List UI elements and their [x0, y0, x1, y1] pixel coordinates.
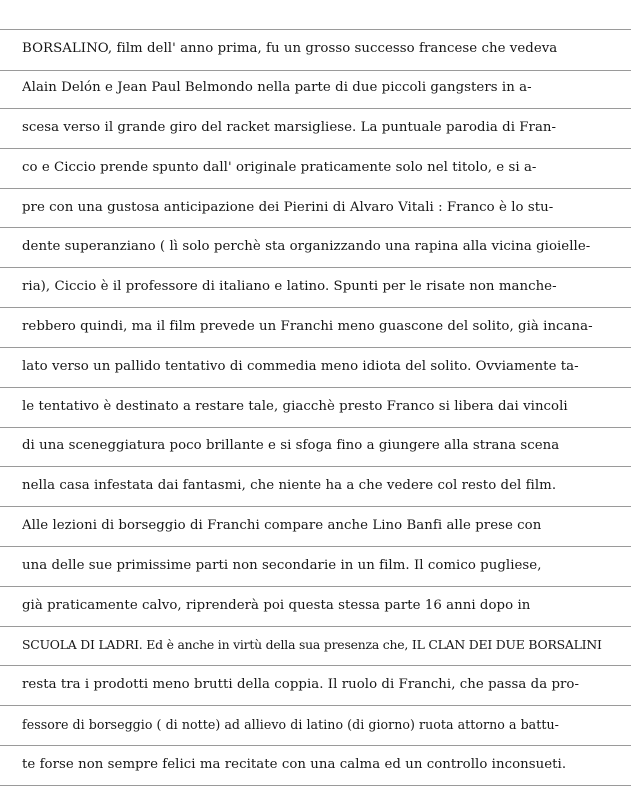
ruled-line — [0, 347, 631, 348]
text-line-2: Alain Delón e Jean Paul Belmondo nella parte di due piccoli gangsters in a- — [22, 80, 532, 95]
text-line-12: nella casa infestata dai fantasmi, che niente ha a che vedere col resto del film. — [22, 478, 557, 493]
ruled-line — [0, 546, 631, 547]
text-line-6: dente superanziano ( lì solo perchè sta organizzando una rapina alla vicina gioielle- — [22, 239, 591, 254]
ruled-line — [0, 745, 631, 746]
text-line-17: resta tra i prodotti meno brutti della coppia. Il ruolo di Franchi, che passa da pro- — [22, 677, 580, 692]
ruled-line — [0, 307, 631, 308]
ruled-line — [0, 506, 631, 507]
ruled-line — [0, 387, 631, 388]
text-line-8: rebbero quindi, ma il film prevede un Franchi meno guascone del solito, già incana- — [22, 319, 593, 334]
text-line-19: te forse non sempre felici ma recitate con una calma ed un controllo inconsueti. — [22, 757, 567, 772]
text-line-13: Alle lezioni di borseggio di Franchi compare anche Lino Banfi alle prese con — [22, 518, 542, 533]
ruled-line — [0, 108, 631, 109]
ruled-line — [0, 188, 631, 189]
ruled-line — [0, 29, 631, 30]
ruled-line — [0, 626, 631, 627]
text-line-11: di una sceneggiatura poco brillante e si sfoga fino a giungere alla strana scena — [22, 438, 560, 453]
text-line-3: scesa verso il grande giro del racket marsigliese. La puntuale parodia di Fran- — [22, 120, 557, 135]
text-line-9: lato verso un pallido tentativo di commedia meno idiota del solito. Ovviamente ta- — [22, 359, 579, 374]
ruled-line — [0, 665, 631, 666]
text-line-15: già praticamente calvo, riprenderà poi questa stessa parte 16 anni dopo in — [22, 598, 531, 613]
text-line-5: pre con una gustosa anticipazione dei Pierini di Alvaro Vitali : Franco è lo stu- — [22, 200, 554, 215]
ruled-line — [0, 227, 631, 228]
text-line-4: co e Ciccio prende spunto dall' originale praticamente solo nel titolo, e si a- — [22, 160, 537, 175]
ruled-line — [0, 148, 631, 149]
ruled-line — [0, 586, 631, 587]
ruled-line — [0, 466, 631, 467]
text-line-14: una delle sue primissime parti non secondarie in un film. Il comico pugliese, — [22, 558, 542, 573]
ruled-line — [0, 267, 631, 268]
text-line-10: le tentativo è destinato a restare tale, giacchè presto Franco si libera dai vincoli — [22, 399, 568, 414]
ruled-line — [0, 785, 631, 786]
ruled-line — [0, 705, 631, 706]
text-line-1: BORSALINO, film dell' anno prima, fu un grosso successo francese che vedeva — [22, 41, 558, 56]
ruled-line — [0, 427, 631, 428]
text-line-18: fessore di borseggio ( di notte) ad allievo di latino (di giorno) ruota attorno a battu- — [22, 717, 559, 732]
ruled-line — [0, 70, 631, 71]
text-line-16: SCUOLA DI LADRI. Ed è anche in virtù della sua presenza che, IL CLAN DEI DUE BORSALINI — [22, 637, 602, 652]
text-line-7: ria), Ciccio è il professore di italiano e latino. Spunti per le risate non manche- — [22, 279, 557, 294]
